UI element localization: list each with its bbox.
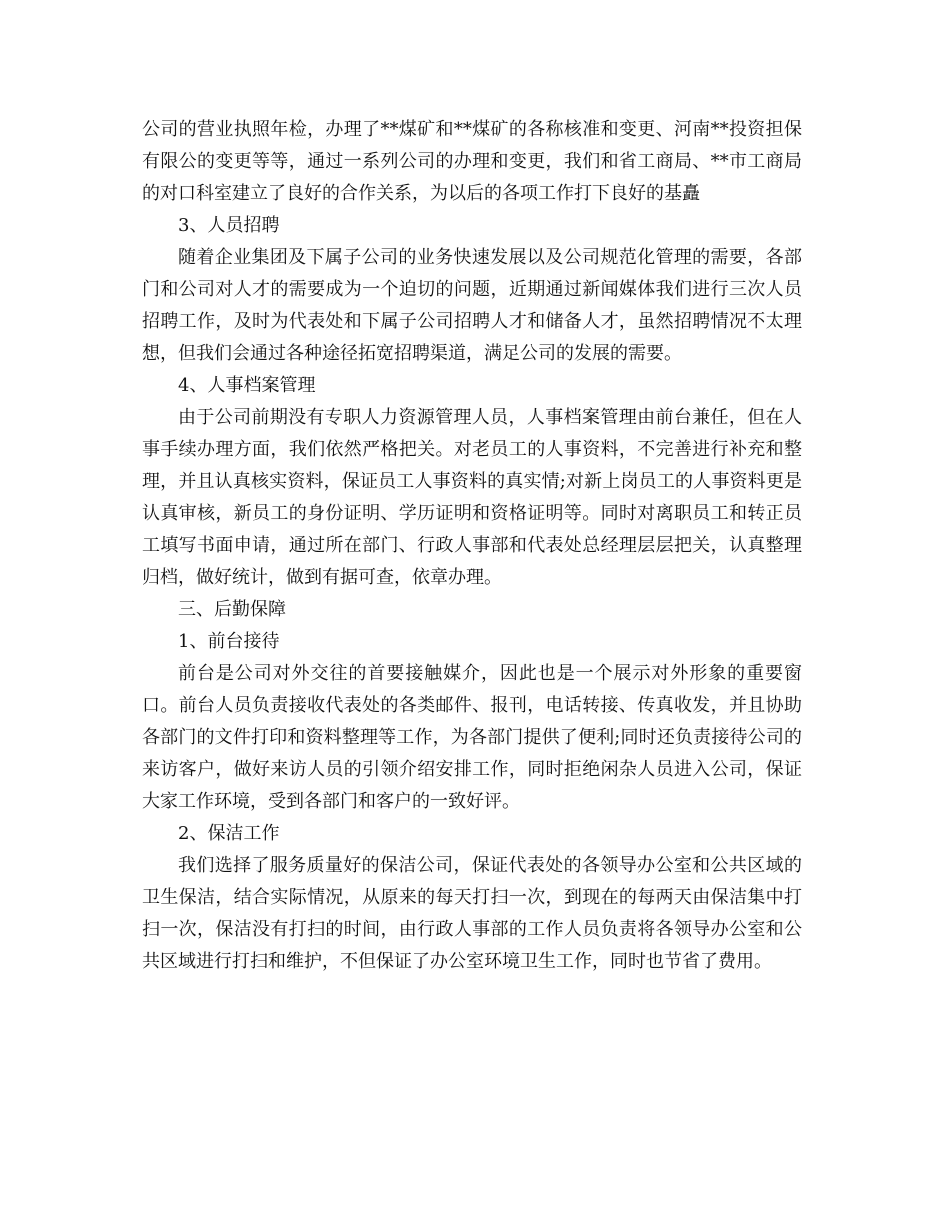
heading-reception: 1、前台接待 (178, 631, 280, 652)
heading-logistics: 三、后勤保障 (178, 599, 286, 620)
paragraph-recruitment: 随着企业集团及下属子公司的业务快速发展以及公司规范化管理的需要，各部门和公司对人才的需要成为一个迫切的问题，近期通过新闻媒体我们进行三次人员招聘工作，及时为代表处和下属子公司招聘人才和储备人才，虽然招聘情况不太理想，但我们会通过各种途径拓宽招聘渠道，满足公司的发展的需要。 (142, 247, 802, 364)
document-body (142, 114, 802, 978)
heading-personnel-files: 4、人事档案管理 (178, 375, 316, 396)
heading-cleaning: 2、保洁工作 (178, 823, 280, 844)
paragraph-business-license: 公司的营业执照年检，办理了**煤矿和**煤矿的各称核准和变更、河南**投资担保有限公的变更等等，通过一系列公司的办理和变更，我们和省工商局、**市工商局的对口科室建立了良好的合作关系，为以后的各项工作打下良好的基矗 (142, 119, 802, 204)
paragraph-personnel-files: 由于公司前期没有专职人力资源管理人员，人事档案管理由前台兼任，但在人事手续办理方面，我们依然严格把关。对老员工的人事资料，不完善进行补充和整理，并且认真核实资料，保证员工人事资料的真实情;对新上岗员工的人事资料更是认真审核，新员工的身份证明、学历证明和资格证明等。同时对离职员工和转正员工填写书面申请，通过所在部门、行政人事部和代表处总经理层层把关，认真整理归档，做好统计，做到有据可查，依章办理。 (142, 407, 802, 588)
paragraph-cleaning: 我们选择了服务质量好的保洁公司，保证代表处的各领导办公室和公共区域的卫生保洁，结合实际情况，从原来的每天打扫一次，到现在的每两天由保洁集中打扫一次，保洁没有打扫的时间，由行政人事部的工作人员负责将各领导办公室和公共区域进行打扫和维护，不但保证了办公室环境卫生工作，同时也节省了费用。 (142, 855, 802, 972)
heading-recruitment: 3、人员招聘 (178, 215, 280, 236)
paragraph-reception: 前台是公司对外交往的首要接触媒介，因此也是一个展示对外形象的重要窗口。前台人员负责接收代表处的各类邮件、报刊，电话转接、传真收发，并且协助各部门的文件打印和资料整理等工作，为各部门提供了便利;同时还负责接待公司的来访客户，做好来访人员的引领介绍安排工作，同时拒绝闲杂人员进入公司，保证大家工作环境，受到各部门和客户的一致好评。 (142, 663, 802, 812)
